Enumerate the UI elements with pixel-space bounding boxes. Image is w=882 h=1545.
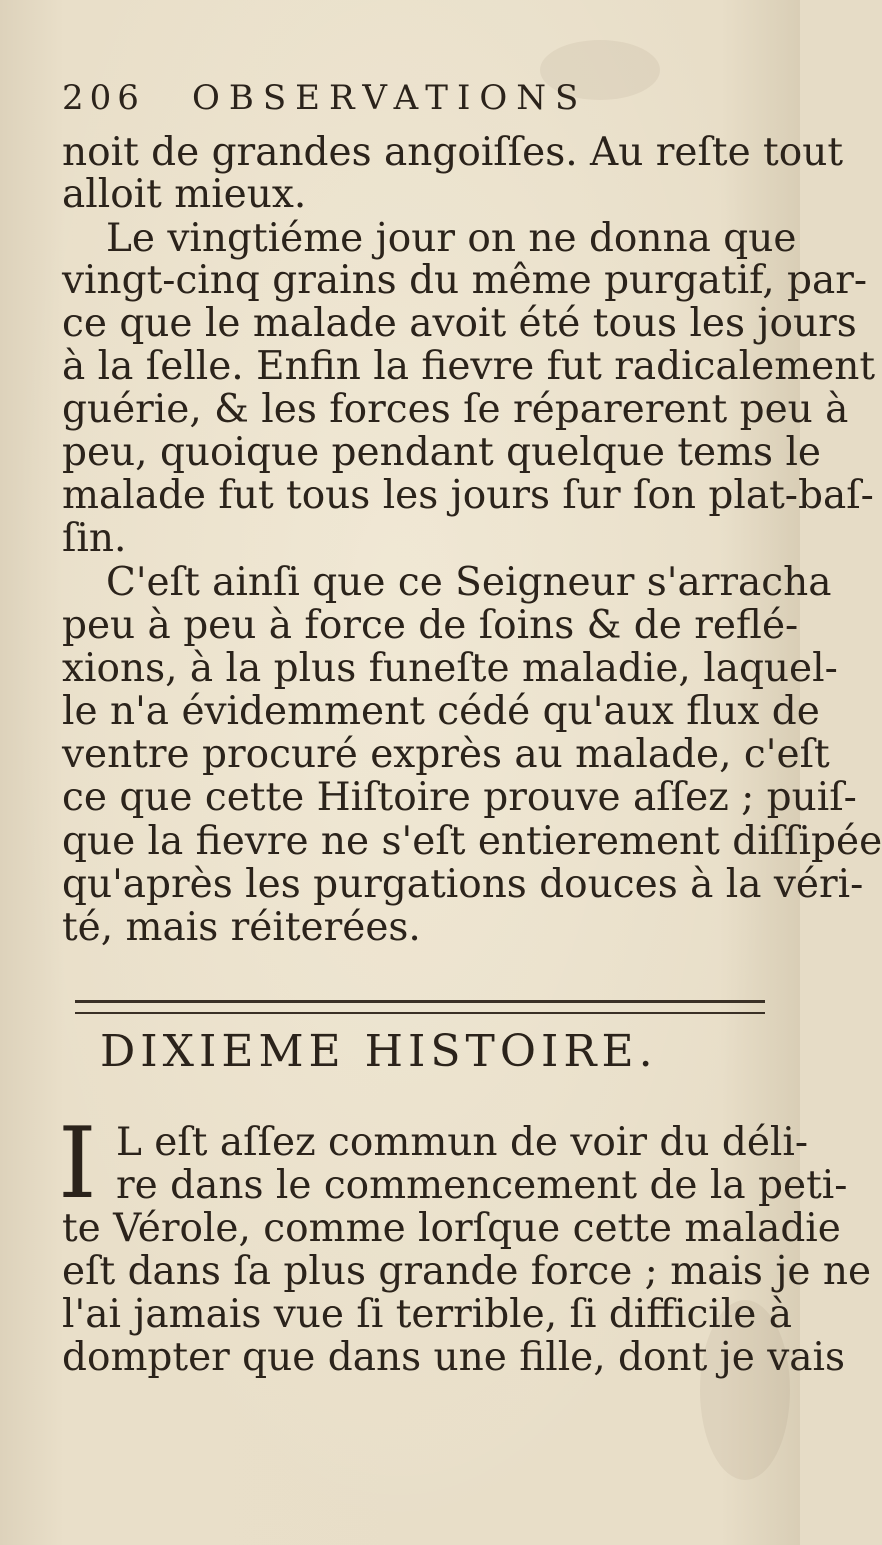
- text-line: alloit mieux.: [62, 172, 307, 217]
- text-line: L eſt aſſez commun de voir du déli-: [116, 1120, 809, 1165]
- text-line: eſt dans ſa plus grande force ; mais je ne: [62, 1249, 872, 1294]
- text-line: dompter que dans une fille, dont je vais: [62, 1335, 846, 1380]
- text-line: malade fut tous les jours ſur ſon plat-baſ-: [62, 473, 874, 518]
- section-title: DIXIEME HISTOIRE.: [100, 1026, 658, 1077]
- text-line: xions, à la plus funeſte maladie, laquel-: [62, 646, 838, 691]
- text-line: guérie, & les forces ſe réparerent peu à: [62, 387, 849, 432]
- text-line: noit de grandes angoiſſes. Au reſte tout: [62, 130, 843, 175]
- text-line: re dans le commencement de la peti-: [116, 1163, 848, 1208]
- drop-cap: I: [58, 1107, 97, 1221]
- running-title: OBSERVATIONS: [192, 78, 588, 118]
- section-divider: [75, 1000, 765, 1014]
- text-line: qu'après les purgations douces à la véri-: [62, 862, 864, 907]
- text-line: que la fievre ne s'eſt entierement diſſipée: [62, 819, 882, 864]
- text-line: l'ai jamais vue ſi terrible, ſi difficile à: [62, 1292, 792, 1337]
- text-line: té, mais réiterées.: [62, 905, 421, 950]
- text-line: ce que le malade avoit été tous les jours: [62, 301, 857, 346]
- text-line: ventre procuré exprès au malade, c'eſt: [62, 732, 830, 777]
- page-number: 206: [62, 78, 145, 118]
- text-line: à la ſelle. Enfin la fievre fut radicalement: [62, 344, 876, 389]
- text-line: ſin.: [62, 516, 127, 561]
- text-line: ce que cette Hiſtoire prouve aſſez ; puiſ-: [62, 775, 857, 820]
- text-line: vingt-cinq grains du même purgatif, par-: [62, 258, 868, 303]
- text-line: Le vingtiéme jour on ne donna que: [106, 216, 797, 261]
- page-header: [62, 78, 702, 124]
- text-line: le n'a évidemment cédé qu'aux flux de: [62, 689, 820, 734]
- text-line: peu à peu à force de ſoins & de reflé-: [62, 603, 799, 648]
- text-line: te Vérole, comme lorſque cette maladie: [62, 1206, 841, 1251]
- text-line: C'eſt ainſi que ce Seigneur s'arracha: [106, 560, 832, 605]
- text-line: peu, quoique pendant quelque tems le: [62, 430, 822, 475]
